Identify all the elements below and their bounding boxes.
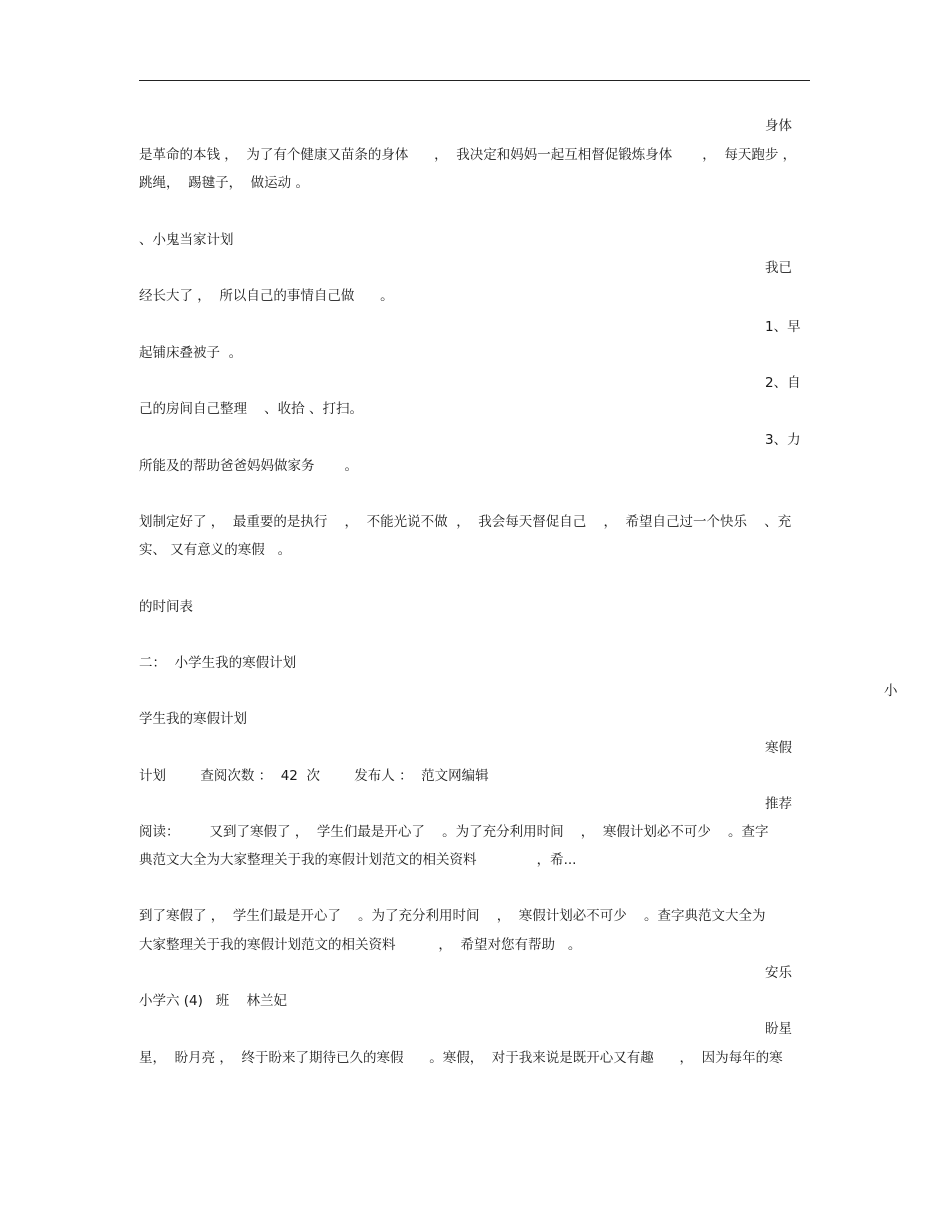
section-heading: 二： 小学生我的寒假计划 (139, 655, 297, 671)
text-line: 小学六 (4) 班 林兰妃 (139, 993, 287, 1009)
text-line: 起铺床叠被子 。 (139, 345, 243, 361)
text-line: 大家整理关于我的寒假计划范文的相关资料 ， 希望对您有帮助 。 (139, 937, 582, 953)
text-line: 2、自 (765, 375, 801, 391)
text-line: 3、力 (765, 432, 801, 448)
text-line: 星， 盼月亮 ， 终于盼来了期待已久的寒假 。寒假， 对于我来说是既开心又有趣 ， 因为每年的寒 (139, 1050, 783, 1066)
text-line: 到了寒假了 ， 学生们最是开心了 。为了充分利用时间 ， 寒假计划必不可少 。查字典范文大全为 (139, 908, 766, 924)
text-line: 1、早 (765, 319, 801, 335)
section-heading: 、小鬼当家计划 (139, 232, 234, 248)
text-line: 是革命的本钱 ， 为了有个健康又苗条的身体 ， 我决定和妈妈一起互相督促锻炼身体 ， 每天跑步 ， (139, 147, 797, 163)
header-rule (139, 80, 810, 81)
text-line: 我已 (765, 260, 792, 276)
text-line: 盼星 (765, 1021, 792, 1037)
text-line: 阅读： 又到了寒假了 ， 学生们最是开心了 。为了充分利用时间 ， 寒假计划必不可少 。查字 (139, 824, 769, 840)
text-line: 典范文大全为大家整理关于我的寒假计划范文的相关资料 ，希... (139, 852, 577, 868)
text-line: 经长大了 ， 所以自己的事情自己做 。 (139, 288, 394, 304)
text-line: 计划 查阅次数 ： 42 次 发布人 ： 范文网编辑 (139, 768, 489, 784)
text-line: 所能及的帮助爸爸妈妈做家务 。 (139, 458, 359, 474)
text-line: 推荐 (765, 796, 792, 812)
text-line: 己的房间自己整理 、收拾 、打扫。 (139, 401, 363, 417)
text-line: 身体 (765, 118, 792, 134)
text-line: 安乐 (765, 965, 792, 981)
text-line: 跳绳， 踢毽子， 做运动 。 (139, 175, 309, 191)
text-line: 寒假 (765, 740, 792, 756)
text-line: 学生我的寒假计划 (139, 711, 247, 727)
text-line: 小 (884, 683, 898, 699)
text-line: 实、 又有意义的寒假 。 (139, 542, 292, 558)
text-line: 划制定好了 ， 最重要的是执行 ， 不能光说不做 ， 我会每天督促自己 ， 希望自己过一个快乐 、充 (139, 514, 792, 530)
section-heading: 的时间表 (139, 599, 193, 615)
